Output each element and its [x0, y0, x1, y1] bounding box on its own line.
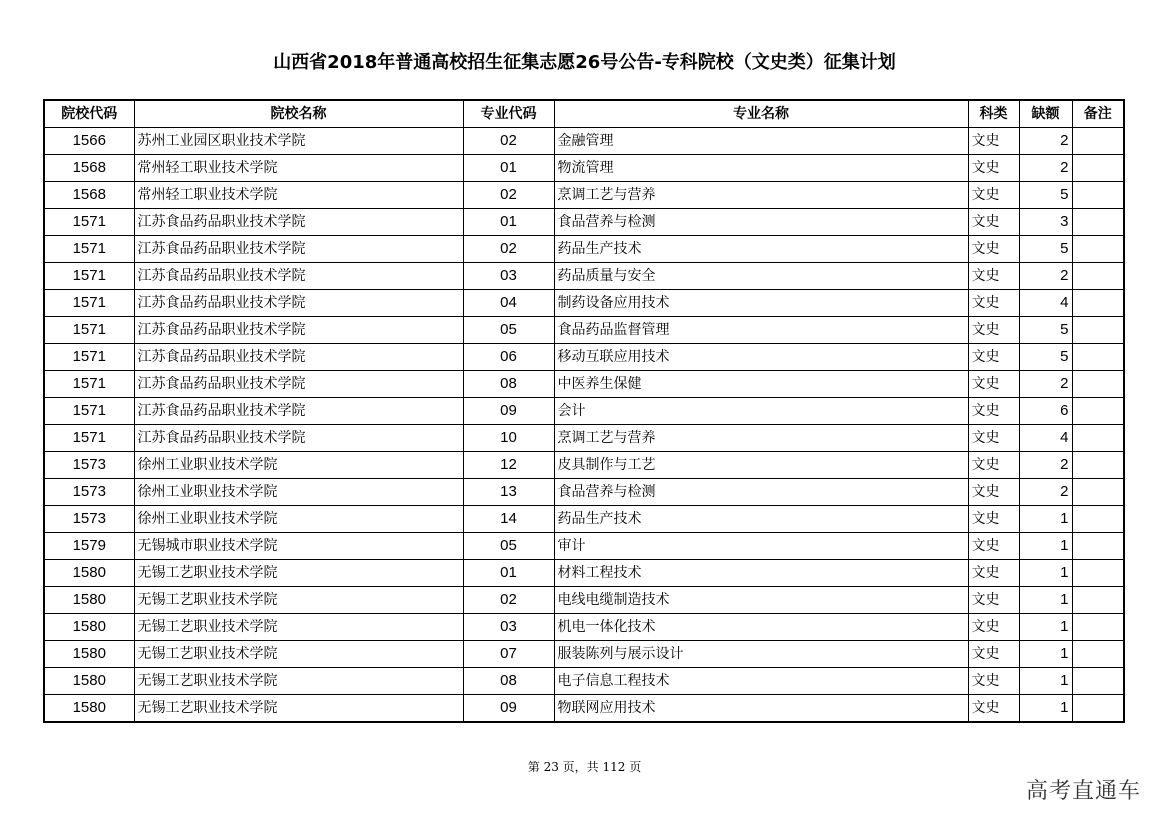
table-header-row: [44, 100, 1124, 128]
cell-remarks: [1072, 209, 1124, 236]
cell-category: 文史: [968, 344, 1019, 371]
cell-school-code: 1579: [44, 533, 134, 560]
cell-remarks: [1072, 155, 1124, 182]
cell-school-name: 徐州工业职业技术学院: [134, 479, 463, 506]
table-row: [44, 371, 1124, 398]
cell-school-code: 1566: [44, 128, 134, 155]
cell-vacancies: 2: [1019, 371, 1072, 398]
cell-vacancies: 3: [1019, 209, 1072, 236]
cell-remarks: [1072, 506, 1124, 533]
cell-category: 文史: [968, 641, 1019, 668]
cell-school-name: 徐州工业职业技术学院: [134, 506, 463, 533]
table-row: [44, 209, 1124, 236]
cell-major-name: 材料工程技术: [554, 560, 968, 587]
cell-vacancies: 2: [1019, 452, 1072, 479]
cell-major-name: 药品质量与安全: [554, 263, 968, 290]
cell-vacancies: 1: [1019, 506, 1072, 533]
cell-category: 文史: [968, 452, 1019, 479]
cell-category: 文史: [968, 317, 1019, 344]
cell-vacancies: 1: [1019, 533, 1072, 560]
cell-school-name: 无锡工艺职业技术学院: [134, 695, 463, 723]
table-row: [44, 506, 1124, 533]
cell-major-code: 07: [463, 641, 554, 668]
cell-category: 文史: [968, 533, 1019, 560]
cell-category: 文史: [968, 425, 1019, 452]
header-school-name: 院校名称: [134, 100, 463, 128]
table-row: [44, 614, 1124, 641]
cell-school-code: 1580: [44, 695, 134, 723]
cell-school-name: 江苏食品药品职业技术学院: [134, 290, 463, 317]
table-row: [44, 290, 1124, 317]
cell-remarks: [1072, 560, 1124, 587]
cell-vacancies: 2: [1019, 128, 1072, 155]
cell-major-code: 02: [463, 128, 554, 155]
cell-major-code: 01: [463, 560, 554, 587]
table-body: [44, 128, 1124, 723]
cell-major-code: 13: [463, 479, 554, 506]
cell-category: 文史: [968, 182, 1019, 209]
cell-remarks: [1072, 128, 1124, 155]
cell-school-code: 1571: [44, 263, 134, 290]
cell-school-name: 无锡工艺职业技术学院: [134, 641, 463, 668]
cell-school-code: 1580: [44, 614, 134, 641]
watermark-logo: 高考直通车: [1025, 779, 1141, 804]
table-row: [44, 182, 1124, 209]
cell-remarks: [1072, 317, 1124, 344]
cell-vacancies: 2: [1019, 263, 1072, 290]
cell-major-name: 皮具制作与工艺: [554, 452, 968, 479]
table-row: [44, 236, 1124, 263]
table-row: [44, 398, 1124, 425]
table-row: [44, 452, 1124, 479]
cell-vacancies: 1: [1019, 668, 1072, 695]
cell-vacancies: 6: [1019, 398, 1072, 425]
cell-major-code: 08: [463, 371, 554, 398]
cell-remarks: [1072, 290, 1124, 317]
cell-category: 文史: [968, 236, 1019, 263]
cell-category: 文史: [968, 695, 1019, 723]
cell-major-code: 01: [463, 155, 554, 182]
cell-school-code: 1568: [44, 182, 134, 209]
cell-category: 文史: [968, 614, 1019, 641]
cell-vacancies: 5: [1019, 182, 1072, 209]
cell-remarks: [1072, 479, 1124, 506]
table-row: [44, 695, 1124, 723]
header-school-code: 院校代码: [44, 100, 134, 128]
table-row: [44, 128, 1124, 155]
cell-school-code: 1580: [44, 641, 134, 668]
cell-major-name: 物联网应用技术: [554, 695, 968, 723]
cell-major-code: 08: [463, 668, 554, 695]
header-category: 科类: [968, 100, 1019, 128]
cell-category: 文史: [968, 209, 1019, 236]
cell-school-name: 江苏食品药品职业技术学院: [134, 371, 463, 398]
cell-major-name: 电子信息工程技术: [554, 668, 968, 695]
cell-school-name: 常州轻工职业技术学院: [134, 182, 463, 209]
cell-school-code: 1571: [44, 236, 134, 263]
cell-major-name: 药品生产技术: [554, 236, 968, 263]
cell-major-name: 食品药品监督管理: [554, 317, 968, 344]
cell-school-code: 1573: [44, 479, 134, 506]
cell-school-name: 无锡工艺职业技术学院: [134, 668, 463, 695]
header-remarks: 备注: [1072, 100, 1124, 128]
cell-vacancies: 1: [1019, 560, 1072, 587]
cell-major-code: 12: [463, 452, 554, 479]
table-row: [44, 560, 1124, 587]
cell-major-name: 审计: [554, 533, 968, 560]
cell-major-name: 电线电缆制造技术: [554, 587, 968, 614]
cell-major-name: 制药设备应用技术: [554, 290, 968, 317]
cell-category: 文史: [968, 668, 1019, 695]
table-row: [44, 533, 1124, 560]
cell-major-code: 14: [463, 506, 554, 533]
cell-vacancies: 1: [1019, 614, 1072, 641]
cell-school-code: 1571: [44, 290, 134, 317]
header-major-name: 专业名称: [554, 100, 968, 128]
cell-category: 文史: [968, 506, 1019, 533]
header-major-code: 专业代码: [463, 100, 554, 128]
cell-category: 文史: [968, 479, 1019, 506]
cell-major-code: 02: [463, 236, 554, 263]
cell-school-name: 常州轻工职业技术学院: [134, 155, 463, 182]
cell-major-code: 09: [463, 695, 554, 723]
cell-major-code: 02: [463, 182, 554, 209]
cell-school-code: 1571: [44, 209, 134, 236]
cell-school-name: 徐州工业职业技术学院: [134, 452, 463, 479]
cell-major-code: 01: [463, 209, 554, 236]
cell-major-name: 中医养生保健: [554, 371, 968, 398]
cell-major-name: 服装陈列与展示设计: [554, 641, 968, 668]
cell-remarks: [1072, 614, 1124, 641]
cell-major-code: 05: [463, 533, 554, 560]
cell-category: 文史: [968, 155, 1019, 182]
cell-school-code: 1571: [44, 371, 134, 398]
cell-vacancies: 2: [1019, 479, 1072, 506]
cell-remarks: [1072, 668, 1124, 695]
cell-major-code: 06: [463, 344, 554, 371]
cell-school-code: 1571: [44, 317, 134, 344]
cell-vacancies: 5: [1019, 236, 1072, 263]
table-row: [44, 587, 1124, 614]
cell-major-code: 03: [463, 614, 554, 641]
cell-remarks: [1072, 344, 1124, 371]
cell-category: 文史: [968, 398, 1019, 425]
cell-remarks: [1072, 236, 1124, 263]
cell-major-code: 09: [463, 398, 554, 425]
cell-vacancies: 1: [1019, 695, 1072, 723]
cell-category: 文史: [968, 128, 1019, 155]
cell-category: 文史: [968, 371, 1019, 398]
enrollment-plan-table: [43, 99, 1125, 723]
cell-major-name: 烹调工艺与营养: [554, 425, 968, 452]
cell-school-code: 1571: [44, 344, 134, 371]
cell-remarks: [1072, 452, 1124, 479]
cell-school-name: 江苏食品药品职业技术学院: [134, 425, 463, 452]
cell-major-name: 金融管理: [554, 128, 968, 155]
cell-remarks: [1072, 641, 1124, 668]
cell-school-name: 江苏食品药品职业技术学院: [134, 317, 463, 344]
cell-vacancies: 5: [1019, 317, 1072, 344]
table-row: [44, 317, 1124, 344]
page-number: 第 23 页，共 112 页: [527, 760, 642, 774]
cell-vacancies: 1: [1019, 641, 1072, 668]
table-row: [44, 344, 1124, 371]
cell-category: 文史: [968, 290, 1019, 317]
cell-major-code: 05: [463, 317, 554, 344]
cell-major-name: 移动互联应用技术: [554, 344, 968, 371]
cell-school-name: 江苏食品药品职业技术学院: [134, 398, 463, 425]
cell-remarks: [1072, 587, 1124, 614]
cell-major-code: 03: [463, 263, 554, 290]
cell-major-name: 药品生产技术: [554, 506, 968, 533]
cell-major-code: 02: [463, 587, 554, 614]
cell-remarks: [1072, 398, 1124, 425]
cell-major-code: 10: [463, 425, 554, 452]
cell-remarks: [1072, 371, 1124, 398]
cell-school-name: 江苏食品药品职业技术学院: [134, 209, 463, 236]
cell-major-name: 食品营养与检测: [554, 479, 968, 506]
cell-remarks: [1072, 182, 1124, 209]
table-row: [44, 641, 1124, 668]
cell-remarks: [1072, 425, 1124, 452]
header-vacancies: 缺额: [1019, 100, 1072, 128]
cell-school-name: 江苏食品药品职业技术学院: [134, 263, 463, 290]
cell-school-name: 无锡工艺职业技术学院: [134, 560, 463, 587]
cell-school-code: 1580: [44, 560, 134, 587]
cell-school-code: 1571: [44, 398, 134, 425]
cell-major-name: 食品营养与检测: [554, 209, 968, 236]
cell-major-name: 会计: [554, 398, 968, 425]
cell-vacancies: 1: [1019, 587, 1072, 614]
cell-school-code: 1571: [44, 425, 134, 452]
cell-remarks: [1072, 533, 1124, 560]
cell-category: 文史: [968, 560, 1019, 587]
cell-school-name: 无锡工艺职业技术学院: [134, 587, 463, 614]
cell-category: 文史: [968, 263, 1019, 290]
table-row: [44, 425, 1124, 452]
cell-school-code: 1573: [44, 506, 134, 533]
table-row: [44, 479, 1124, 506]
cell-school-name: 江苏食品药品职业技术学院: [134, 236, 463, 263]
cell-major-name: 烹调工艺与营养: [554, 182, 968, 209]
cell-major-code: 04: [463, 290, 554, 317]
table-row: [44, 263, 1124, 290]
cell-school-code: 1573: [44, 452, 134, 479]
cell-vacancies: 2: [1019, 155, 1072, 182]
cell-remarks: [1072, 695, 1124, 723]
cell-school-code: 1580: [44, 587, 134, 614]
cell-major-name: 机电一体化技术: [554, 614, 968, 641]
page-title: 山西省2018年普通高校招生征集志愿26号公告-专科院校（文史类）征集计划: [273, 52, 896, 73]
cell-vacancies: 5: [1019, 344, 1072, 371]
table-row: [44, 155, 1124, 182]
cell-remarks: [1072, 263, 1124, 290]
table-row: [44, 668, 1124, 695]
cell-category: 文史: [968, 587, 1019, 614]
cell-vacancies: 4: [1019, 425, 1072, 452]
cell-major-name: 物流管理: [554, 155, 968, 182]
cell-school-name: 无锡工艺职业技术学院: [134, 614, 463, 641]
cell-school-name: 苏州工业园区职业技术学院: [134, 128, 463, 155]
cell-school-code: 1568: [44, 155, 134, 182]
cell-school-code: 1580: [44, 668, 134, 695]
cell-vacancies: 4: [1019, 290, 1072, 317]
cell-school-name: 江苏食品药品职业技术学院: [134, 344, 463, 371]
cell-school-name: 无锡城市职业技术学院: [134, 533, 463, 560]
